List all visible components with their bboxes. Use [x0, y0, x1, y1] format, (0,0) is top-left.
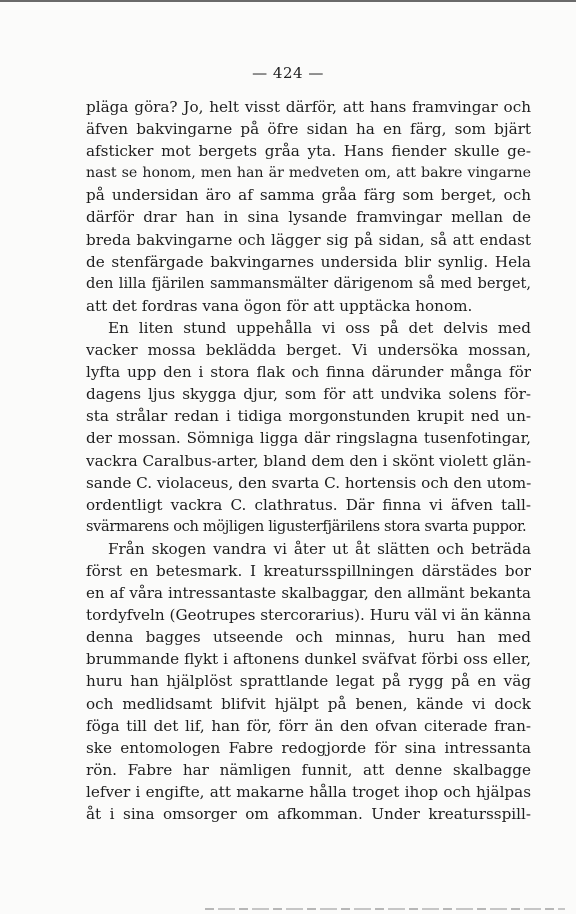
text-line: tordyfveln (Geotrupes stercorarius). Huru väl vi än känna — [86, 606, 531, 625]
text-line: en af våra intressantaste skalbaggar, den allmänt bekanta — [86, 584, 531, 603]
text-line: breda bakvingarne och lägger sig på sidan, så att endast — [86, 230, 531, 249]
text-line: denna bagges utseende och minnas, huru han med — [86, 628, 531, 647]
paragraph-1 — [86, 96, 531, 317]
text-line: därför drar han in sina lysande framvingar mellan de — [86, 208, 531, 227]
text-line: lyfta upp den i stora flak och finna därunder många för — [86, 363, 531, 382]
text-line: dagens ljus skygga djur, som för att undvika solens för- — [86, 385, 531, 404]
text-line: åt i sina omsorger om afkomman. Under kreatursspill- — [86, 805, 531, 823]
text-line: svärmarens och möjligen ligusterfjärilens stora svarta puppor. — [86, 517, 527, 535]
body-text — [86, 96, 531, 825]
page-number: — 424 — — [252, 64, 324, 82]
text-line: de stenfärgade bakvingarnes undersida blir synlig. Hela — [86, 252, 531, 271]
text-line: der mossan. Sömniga ligga där ringslagna tusenfotingar, — [86, 429, 531, 448]
text-line: brummande flykt i aftonens dunkel sväfvat förbi oss eller, — [86, 650, 531, 669]
text-line: först en betesmark. I kreatursspillningen därstädes bor — [86, 561, 531, 580]
text-line: rön. Fabre har nämligen funnit, att denne skalbagge — [86, 760, 531, 779]
text-line: lefver i engifte, att makarne hålla troget ihop och hjälpas — [86, 782, 531, 801]
text-line: föga till det lif, han för, förr än den ofvan citerade fran- — [86, 716, 531, 735]
text-line: En liten stund uppehålla vi oss på det delvis med — [108, 318, 531, 337]
text-line: Från skogen vandra vi åter ut åt slätten och beträda — [108, 539, 531, 558]
text-line: och medlidsamt blifvit hjälpt på benen, kände vi dock — [86, 694, 531, 713]
top-edge-rule — [0, 0, 576, 2]
text-line: äfven bakvingarne på öfre sidan ha en färg, som bjärt — [86, 120, 531, 139]
text-line: den lilla fjärilen sammansmälter därigenom så med berget, — [86, 274, 531, 292]
scan-edge-artifact — [205, 908, 565, 910]
text-line: afsticker mot bergets gråa yta. Hans fiender skulle ge- — [86, 142, 531, 161]
text-line: sta strålar redan i tidiga morgonstunden krupit ned un- — [86, 407, 531, 426]
text-line: pläga göra? Jo, helt visst därför, att hans framvingar och — [86, 98, 531, 116]
text-line: sande C. violaceus, den svarta C. hortensis och den utom- — [86, 473, 531, 492]
text-line: att det fordras vana ögon för att upptäcka honom. — [86, 296, 473, 315]
text-line: huru han hjälplöst sprattlande legat på rygg på en väg — [86, 672, 531, 691]
paragraph-3 — [86, 538, 531, 825]
text-line: på undersidan äro af samma gråa färg som berget, och — [86, 186, 531, 205]
text-line: vackra Caralbus-arter, bland dem den i skönt violett glän- — [86, 451, 531, 470]
text-line: nast se honom, men han är medveten om, att bakre vingarne — [86, 165, 531, 182]
text-line: ske entomologen Fabre redogjorde för sina intressanta — [86, 738, 531, 757]
paragraph-2 — [86, 317, 531, 538]
text-line: ordentligt vackra C. clathratus. Där finna vi äfven tall- — [86, 495, 531, 514]
text-line: vacker mossa beklädda berget. Vi undersöka mossan, — [86, 341, 531, 360]
